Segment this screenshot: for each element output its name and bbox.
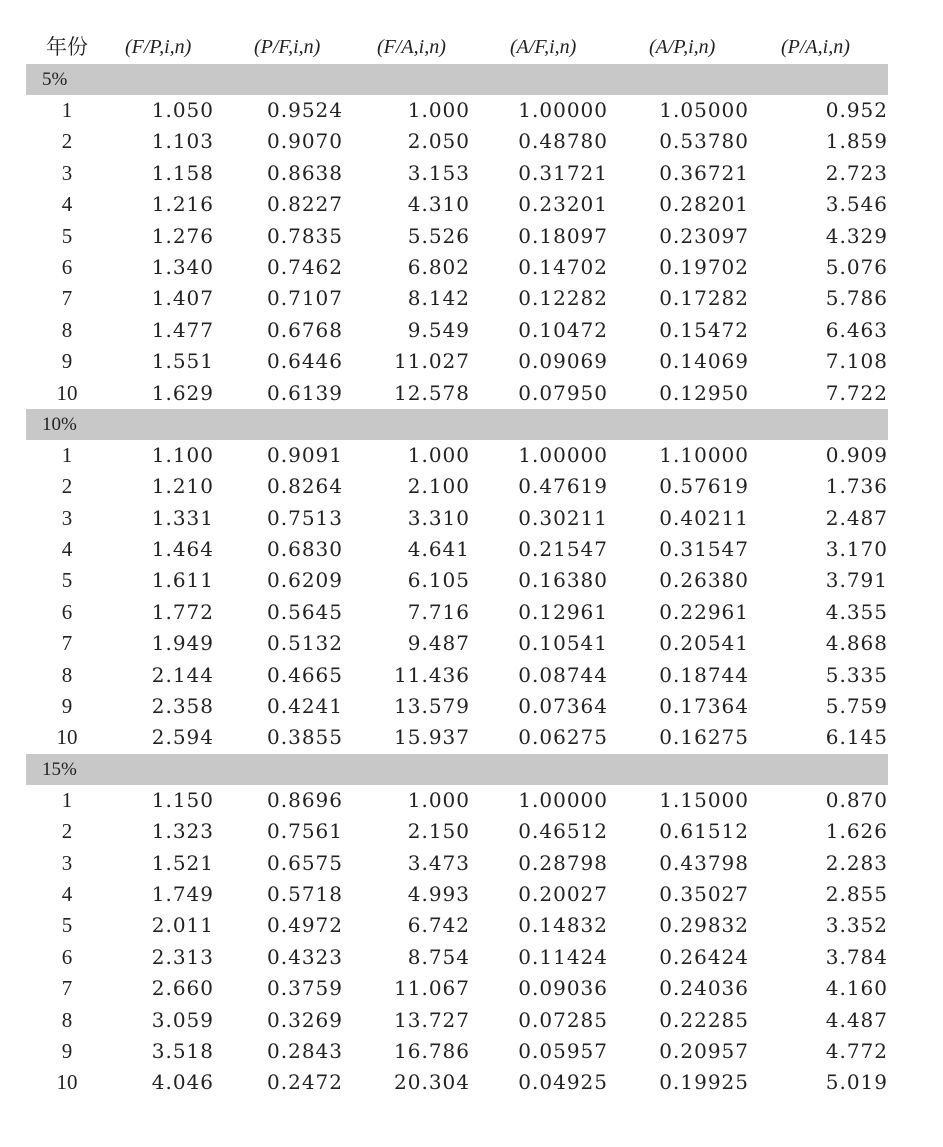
table-cell-fp: 4.046 — [151, 1070, 214, 1095]
table-cell-pf: 0.8264 — [267, 474, 343, 499]
table-cell-af: 0.14832 — [518, 913, 608, 938]
table-cell-fa: 4.310 — [407, 192, 470, 217]
table-cell-fa: 9.487 — [407, 631, 470, 656]
table-cell-year: 5 — [61, 913, 73, 938]
table-cell-fa: 1.000 — [407, 442, 470, 467]
table-row — [26, 1005, 888, 1036]
table-cell-ap: 0.18744 — [659, 662, 749, 687]
table-cell-fa: 8.142 — [407, 286, 470, 311]
table-cell-year: 10 — [56, 725, 78, 750]
table-cell-fa: 3.153 — [407, 160, 470, 185]
table-cell-af: 0.28798 — [518, 850, 608, 875]
table-cell-pa: 0.870 — [825, 787, 888, 812]
table-cell-ap: 0.31547 — [659, 537, 749, 562]
table-cell-pa: 5.076 — [825, 254, 888, 279]
table-cell-pa: 5.786 — [825, 286, 888, 311]
table-cell-af: 0.14702 — [518, 254, 608, 279]
table-cell-pf: 0.7462 — [267, 254, 343, 279]
table-cell-af: 0.04925 — [518, 1070, 608, 1095]
column-header-fp: (F/P,i,n) — [125, 36, 192, 58]
table-row — [26, 503, 888, 534]
table-cell-pf: 0.6830 — [267, 537, 343, 562]
table-cell-fa: 20.304 — [394, 1070, 470, 1095]
table-cell-fa: 4.641 — [407, 537, 470, 562]
table-cell-fa: 7.716 — [407, 599, 470, 624]
table-cell-year: 2 — [61, 819, 73, 844]
table-cell-fa: 1.000 — [407, 98, 470, 122]
table-cell-fa: 2.150 — [407, 819, 470, 844]
table-cell-year: 9 — [61, 1038, 73, 1063]
table-cell-fa: 13.727 — [394, 1007, 470, 1032]
table-cell-fa: 16.786 — [394, 1038, 470, 1063]
table-cell-ap: 0.26424 — [659, 944, 749, 969]
table-cell-af: 0.10541 — [518, 631, 608, 656]
table-cell-pf: 0.6209 — [267, 568, 343, 593]
table-cell-fp: 1.464 — [151, 537, 214, 562]
table-cell-fp: 1.772 — [151, 599, 214, 624]
table-cell-fa: 11.027 — [394, 349, 470, 374]
table-cell-ap: 0.40211 — [659, 505, 749, 530]
table-cell-fp: 1.477 — [151, 317, 214, 342]
table-cell-pf: 0.5718 — [267, 881, 343, 906]
table-row — [26, 283, 888, 314]
table-cell-pf: 0.8696 — [267, 787, 343, 812]
table-cell-year: 3 — [61, 850, 73, 875]
interest-rate-label: 15% — [42, 758, 77, 780]
table-cell-fa: 5.526 — [407, 223, 470, 248]
table-cell-pa: 1.736 — [825, 474, 888, 499]
table-cell-year: 7 — [61, 286, 73, 311]
table-cell-pa: 3.352 — [825, 913, 888, 938]
table-cell-pa: 6.145 — [825, 725, 888, 750]
table-cell-pa: 4.868 — [825, 631, 888, 656]
table-cell-year: 10 — [56, 380, 78, 405]
table-cell-pf: 0.4665 — [267, 662, 343, 687]
table-row — [26, 378, 888, 409]
table-cell-ap: 0.28201 — [659, 192, 749, 217]
table-cell-year: 9 — [61, 349, 73, 374]
table-cell-pa: 2.723 — [825, 160, 888, 185]
table-cell-pf: 0.8638 — [267, 160, 343, 185]
table-cell-ap: 0.23097 — [659, 223, 749, 248]
interest-rate-label: 5% — [42, 69, 68, 90]
table-cell-pf: 0.2843 — [267, 1038, 343, 1063]
table-cell-pf: 0.6139 — [267, 380, 343, 405]
table-cell-pf: 0.9524 — [267, 98, 343, 122]
table-cell-fp: 1.158 — [151, 160, 214, 185]
table-cell-year: 2 — [61, 129, 73, 154]
table-cell-pa: 5.019 — [825, 1070, 888, 1095]
table-cell-year: 8 — [61, 1007, 73, 1032]
table-cell-af: 0.09036 — [518, 976, 608, 1001]
table-cell-pa: 4.329 — [825, 223, 888, 248]
table-cell-fp: 3.518 — [151, 1038, 214, 1063]
table-cell-fp: 1.210 — [151, 474, 214, 499]
table-cell-ap: 0.61512 — [659, 819, 749, 844]
table-cell-year: 3 — [61, 505, 73, 530]
table-cell-pa: 4.160 — [825, 976, 888, 1001]
table-cell-pf: 0.4241 — [267, 694, 343, 719]
table-cell-ap: 0.17364 — [659, 694, 749, 719]
table-cell-ap: 0.26380 — [659, 568, 749, 593]
table-cell-af: 0.07950 — [518, 380, 608, 405]
table-cell-fp: 1.103 — [151, 129, 214, 154]
column-header-pf: (P/F,i,n) — [254, 36, 321, 58]
table-cell-af: 0.23201 — [518, 192, 608, 217]
table-cell-af: 0.12961 — [518, 599, 608, 624]
table-cell-pf: 0.4323 — [267, 944, 343, 969]
table-cell-ap: 0.24036 — [659, 976, 749, 1001]
table-cell-fp: 1.331 — [151, 505, 214, 530]
table-cell-year: 1 — [61, 442, 73, 467]
table-cell-year: 7 — [61, 631, 73, 656]
table-cell-fp: 1.611 — [151, 568, 214, 593]
table-cell-year: 6 — [61, 254, 73, 279]
table-cell-pa: 6.463 — [825, 317, 888, 342]
table-cell-fp: 1.340 — [151, 254, 214, 279]
table-row — [26, 221, 888, 252]
table-cell-ap: 0.20541 — [659, 631, 749, 656]
table-cell-year: 7 — [61, 976, 73, 1001]
table-cell-fa: 11.436 — [394, 662, 470, 687]
table-cell-fp: 1.949 — [151, 631, 214, 656]
table-cell-fa: 6.105 — [407, 568, 470, 593]
table-cell-pf: 0.7107 — [267, 286, 343, 311]
table-cell-af: 0.07364 — [518, 694, 608, 719]
table-cell-fa: 6.802 — [407, 254, 470, 279]
table-cell-pa: 0.909 — [825, 442, 888, 467]
table-cell-year: 1 — [61, 787, 73, 812]
table-cell-fa: 13.579 — [394, 694, 470, 719]
table-cell-fp: 2.313 — [151, 944, 214, 969]
table-cell-fp: 1.050 — [151, 98, 214, 122]
table-cell-af: 0.30211 — [518, 505, 608, 530]
table-cell-af: 0.46512 — [518, 819, 608, 844]
table-cell-fp: 3.059 — [151, 1007, 214, 1032]
column-header-fa: (F/A,i,n) — [377, 36, 446, 58]
table-row — [26, 1036, 888, 1067]
table-cell-fa: 8.754 — [407, 944, 470, 969]
table-cell-af: 1.00000 — [518, 98, 608, 122]
table-cell-fp: 2.594 — [151, 725, 214, 750]
table-cell-fp: 1.629 — [151, 380, 214, 405]
table-cell-af: 0.16380 — [518, 568, 608, 593]
table-cell-ap: 0.53780 — [659, 129, 749, 154]
table-cell-ap: 0.57619 — [659, 474, 749, 499]
table-cell-pf: 0.5132 — [267, 631, 343, 656]
table-cell-fp: 1.407 — [151, 286, 214, 311]
table-cell-ap: 0.17282 — [659, 286, 749, 311]
rate-section-header — [26, 754, 888, 785]
table-cell-pf: 0.9070 — [267, 129, 343, 154]
table-cell-pf: 0.3855 — [267, 725, 343, 750]
table-cell-fp: 1.323 — [151, 819, 214, 844]
table-cell-pa: 0.952 — [825, 98, 888, 122]
table-cell-pf: 0.7561 — [267, 819, 343, 844]
table-cell-year: 10 — [56, 1070, 78, 1095]
table-cell-pa: 2.487 — [825, 505, 888, 530]
table-cell-pf: 0.8227 — [267, 192, 343, 217]
table-cell-year: 5 — [61, 568, 73, 593]
table-cell-pf: 0.6446 — [267, 349, 343, 374]
table-cell-ap: 1.15000 — [659, 787, 749, 812]
column-header-year: 年份 — [46, 35, 88, 59]
table-cell-ap: 0.22285 — [659, 1007, 749, 1032]
table-row — [26, 440, 888, 471]
table-cell-af: 0.47619 — [518, 474, 608, 499]
table-cell-af: 0.05957 — [518, 1038, 608, 1063]
table-cell-year: 6 — [61, 599, 73, 624]
table-cell-af: 0.06275 — [518, 725, 608, 750]
table-cell-pf: 0.3759 — [267, 976, 343, 1001]
table-cell-af: 0.09069 — [518, 349, 608, 374]
table-cell-year: 3 — [61, 160, 73, 185]
table-cell-fa: 2.100 — [407, 474, 470, 499]
table-cell-ap: 0.16275 — [659, 725, 749, 750]
table-cell-ap: 0.29832 — [659, 913, 749, 938]
table-cell-pa: 4.355 — [825, 599, 888, 624]
table-cell-fp: 1.216 — [151, 192, 214, 217]
table-cell-af: 1.00000 — [518, 787, 608, 812]
table-cell-pa: 2.283 — [825, 850, 888, 875]
table-cell-year: 5 — [61, 223, 73, 248]
table-cell-fp: 1.276 — [151, 223, 214, 248]
table-cell-fa: 3.310 — [407, 505, 470, 530]
table-cell-af: 0.31721 — [518, 160, 608, 185]
table-cell-pa: 3.546 — [825, 192, 888, 217]
table-row — [26, 816, 888, 847]
table-row — [26, 848, 888, 879]
table-cell-fp: 1.749 — [151, 881, 214, 906]
table-cell-year: 6 — [61, 944, 73, 969]
table-row — [26, 597, 888, 628]
table-row — [26, 252, 888, 283]
table-cell-af: 0.07285 — [518, 1007, 608, 1032]
table-header-row — [26, 30, 888, 64]
table-cell-pf: 0.4972 — [267, 913, 343, 938]
table-cell-pf: 0.6768 — [267, 317, 343, 342]
table-cell-af: 0.20027 — [518, 881, 608, 906]
table-cell-ap: 0.15472 — [659, 317, 749, 342]
table-row — [26, 126, 888, 157]
table-cell-ap: 0.12950 — [659, 380, 749, 405]
table-cell-fp: 2.011 — [151, 913, 214, 938]
table-cell-fa: 15.937 — [394, 725, 470, 750]
table-cell-fa: 12.578 — [394, 380, 470, 405]
table-cell-pa: 4.487 — [825, 1007, 888, 1032]
table-cell-af: 0.21547 — [518, 537, 608, 562]
table-cell-fp: 1.521 — [151, 850, 214, 875]
table-cell-fp: 1.100 — [151, 442, 214, 467]
table-cell-fp: 2.358 — [151, 694, 214, 719]
table-row — [26, 942, 888, 973]
table-cell-fa: 6.742 — [407, 913, 470, 938]
table-cell-af: 0.18097 — [518, 223, 608, 248]
table-row — [26, 95, 888, 126]
table-cell-ap: 0.22961 — [659, 599, 749, 624]
table-cell-pf: 0.9091 — [267, 442, 343, 467]
table-cell-year: 2 — [61, 474, 73, 499]
table-row — [26, 534, 888, 565]
table-cell-af: 0.12282 — [518, 286, 608, 311]
table-cell-pf: 0.2472 — [267, 1070, 343, 1095]
table-row — [26, 628, 888, 659]
table-cell-ap: 0.43798 — [659, 850, 749, 875]
table-cell-year: 8 — [61, 662, 73, 687]
table-cell-pa: 3.784 — [825, 944, 888, 969]
interest-rate-label: 10% — [42, 413, 77, 435]
table-cell-pa: 3.170 — [825, 537, 888, 562]
column-header-ap: (A/P,i,n) — [649, 36, 716, 58]
table-cell-af: 1.00000 — [518, 442, 608, 467]
table-cell-pa: 5.759 — [825, 694, 888, 719]
table-row — [26, 785, 888, 816]
table-cell-fp: 2.660 — [151, 976, 214, 1001]
table-cell-year: 4 — [61, 537, 73, 562]
rate-section-header — [26, 64, 888, 95]
table-cell-af: 0.48780 — [518, 129, 608, 154]
table-cell-ap: 0.19702 — [659, 254, 749, 279]
table-cell-fa: 9.549 — [407, 317, 470, 342]
table-cell-year: 1 — [61, 98, 73, 122]
table-cell-pa: 1.859 — [825, 129, 888, 154]
table-cell-ap: 0.20957 — [659, 1038, 749, 1063]
table-row — [26, 565, 888, 596]
table-cell-pa: 4.772 — [825, 1038, 888, 1063]
table-cell-pf: 0.3269 — [267, 1007, 343, 1032]
table-row — [26, 346, 888, 377]
table-body — [26, 64, 888, 1099]
table-cell-fp: 2.144 — [151, 662, 214, 687]
table-cell-pa: 7.108 — [825, 349, 888, 374]
table-cell-ap: 0.19925 — [659, 1070, 749, 1095]
table-row — [26, 189, 888, 220]
table-cell-year: 4 — [61, 881, 73, 906]
table-cell-fa: 2.050 — [407, 129, 470, 154]
table-row — [26, 158, 888, 189]
table-cell-ap: 0.35027 — [659, 881, 749, 906]
table-row — [26, 879, 888, 910]
rate-section-header — [26, 409, 888, 440]
table-cell-fa: 11.067 — [394, 976, 470, 1001]
table-row — [26, 973, 888, 1004]
table-cell-pf: 0.7513 — [267, 505, 343, 530]
table-cell-fa: 3.473 — [407, 850, 470, 875]
table-cell-fa: 1.000 — [407, 787, 470, 812]
table-cell-ap: 1.10000 — [659, 442, 749, 467]
table-cell-pa: 1.626 — [825, 819, 888, 844]
table-cell-ap: 0.14069 — [659, 349, 749, 374]
table-cell-af: 0.10472 — [518, 317, 608, 342]
table-cell-pa: 2.855 — [825, 881, 888, 906]
table-cell-pf: 0.6575 — [267, 850, 343, 875]
table-cell-year: 8 — [61, 317, 73, 342]
table-row — [26, 691, 888, 722]
table-row — [26, 315, 888, 346]
column-header-af: (A/F,i,n) — [510, 36, 577, 58]
table-cell-ap: 1.05000 — [659, 98, 749, 122]
column-header-pa: (P/A,i,n) — [781, 36, 850, 58]
table-cell-af: 0.08744 — [518, 662, 608, 687]
table-row — [26, 1067, 888, 1098]
table-cell-fp: 1.150 — [151, 787, 214, 812]
table-row — [26, 722, 888, 753]
table-row — [26, 660, 888, 691]
table-cell-af: 0.11424 — [518, 944, 608, 969]
interest-factor-table — [26, 30, 888, 1099]
table-cell-pf: 0.5645 — [267, 599, 343, 624]
table-cell-year: 9 — [61, 694, 73, 719]
table-cell-ap: 0.36721 — [659, 160, 749, 185]
table-cell-fp: 1.551 — [151, 349, 214, 374]
table-row — [26, 471, 888, 502]
table-cell-pa: 7.722 — [825, 380, 888, 405]
table-row — [26, 910, 888, 941]
table-cell-pf: 0.7835 — [267, 223, 343, 248]
table-cell-fa: 4.993 — [407, 881, 470, 906]
table-cell-pa: 5.335 — [825, 662, 888, 687]
table-cell-year: 4 — [61, 192, 73, 217]
table-cell-pa: 3.791 — [825, 568, 888, 593]
